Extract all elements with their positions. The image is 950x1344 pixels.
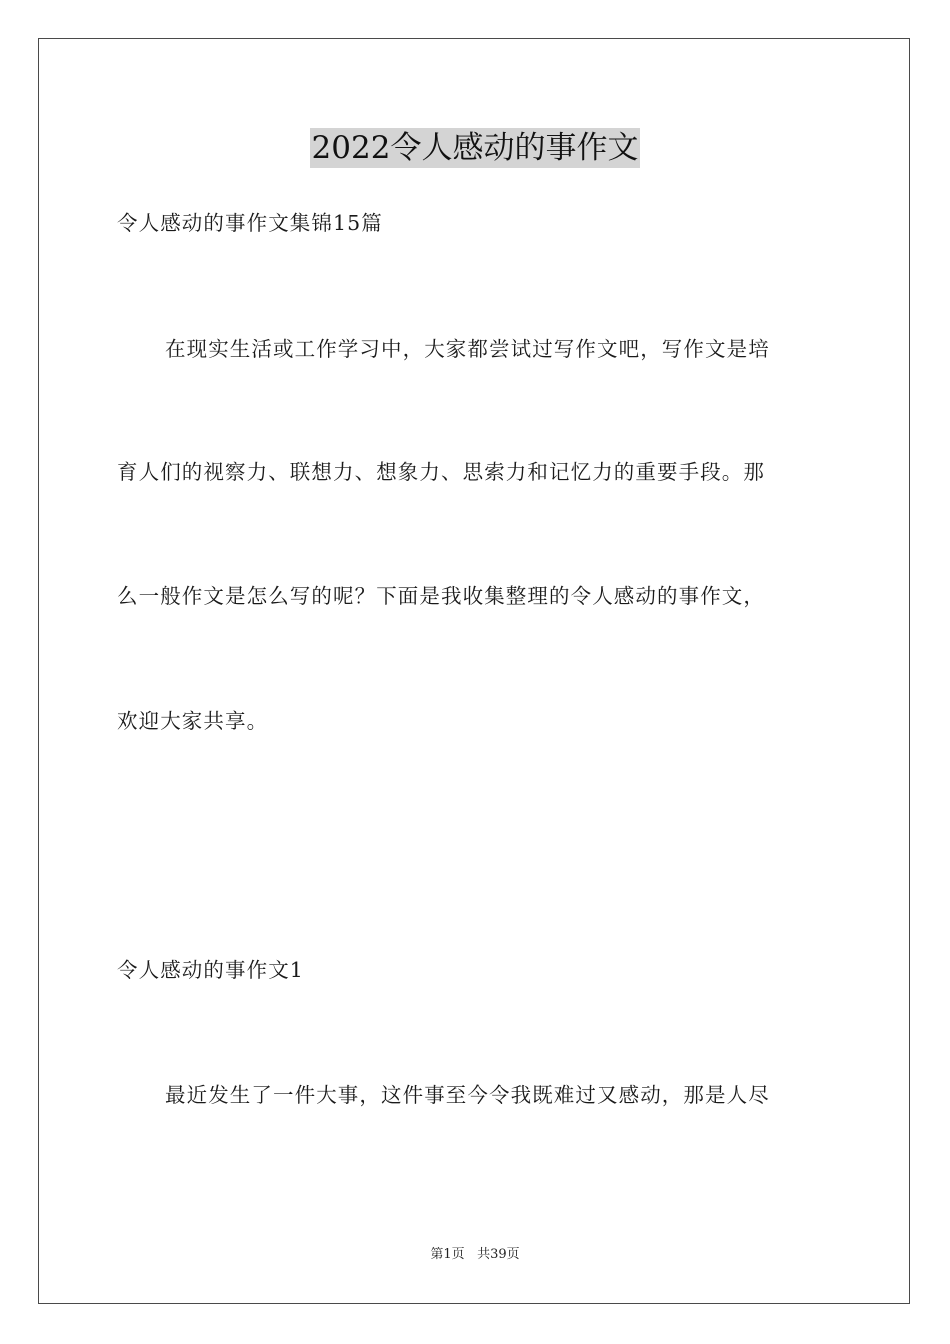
intro-line-4: 欢迎大家共享。 xyxy=(117,709,269,733)
document-subtitle: 令人感动的事作文集锦15篇 xyxy=(117,211,383,235)
intro-line-1: 在现实生活或工作学习中，大家都尝试过写作文吧，写作文是培 xyxy=(165,337,770,361)
section-line-1: 最近发生了一件大事，这件事至今令我既难过又感动，那是人尽 xyxy=(165,1083,770,1107)
document-title: 2022令人感动的事作文 xyxy=(311,130,639,166)
footer-page-number: 第1页 xyxy=(430,1247,465,1262)
page-footer xyxy=(0,1246,950,1264)
intro-line-2: 育人们的视察力、联想力、想象力、思索力和记忆力的重要手段。那 xyxy=(117,460,765,484)
footer-total-pages: 共39页 xyxy=(477,1247,520,1262)
title-container xyxy=(0,128,950,168)
section-heading: 令人感动的事作文1 xyxy=(117,958,304,982)
intro-line-3: 么一般作文是怎么写的呢？下面是我收集整理的令人感动的事作文， xyxy=(117,584,765,608)
